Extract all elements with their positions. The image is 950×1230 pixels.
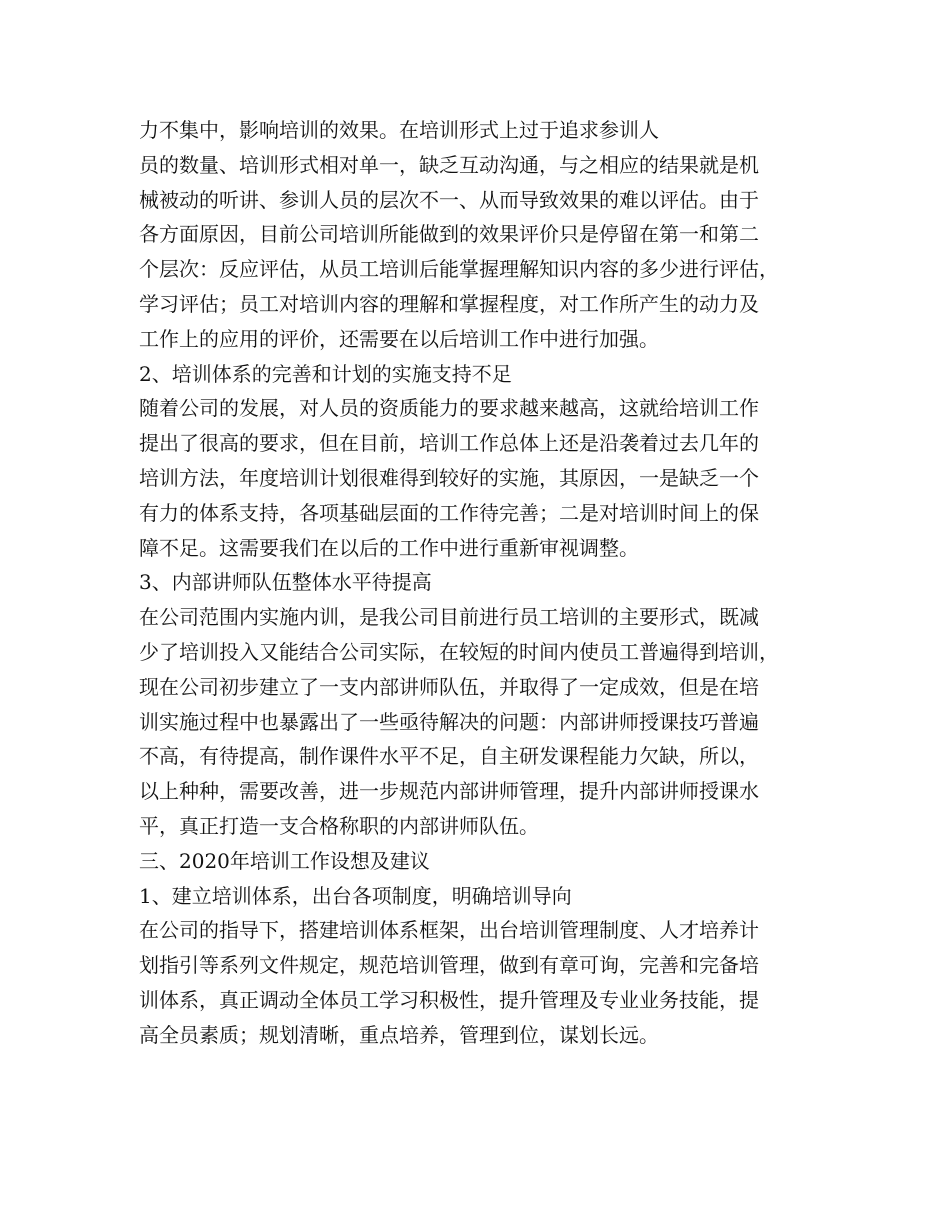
- text-line: 少了培训投入又能结合公司实际，在较短的时间内使员工普遍得到培训，: [139, 639, 779, 664]
- text-line: 个层次：反应评估，从员工培训后能掌握理解知识内容的多少进行评估，: [139, 257, 779, 282]
- text-line: 随着公司的发展，对人员的资质能力的要求越来越高，这就给培训工作: [139, 396, 759, 421]
- text-line: 有力的体系支持，各项基础层面的工作待完善；二是对培训时间上的保: [139, 500, 759, 525]
- text-line: 训实施过程中也暴露出了一些亟待解决的问题：内部讲师授课技巧普遍: [139, 709, 759, 734]
- text-line: 各方面原因，目前公司培训所能做到的效果评价只是停留在第一和第二: [139, 222, 759, 247]
- text-line: 工作上的应用的评价，还需要在以后培训工作中进行加强。: [139, 326, 659, 351]
- text-line: 在公司的指导下，搭建培训体系框架，出台培训管理制度、人才培养计: [139, 918, 759, 943]
- text-line: 不高，有待提高，制作课件水平不足，自主研发课程能力欠缺，所以，: [139, 744, 759, 769]
- text-line: 现在公司初步建立了一支内部讲师队伍，并取得了一定成效，但是在培: [139, 674, 759, 699]
- text-line: 以上种种，需要改善，进一步规范内部讲师管理，提升内部讲师授课水: [139, 779, 759, 804]
- text-line: 学习评估；员工对培训内容的理解和掌握程度，对工作所产生的动力及: [139, 291, 759, 316]
- section-heading: 三、2020年培训工作设想及建议: [139, 848, 430, 873]
- text-line: 高全员素质；规划清晰，重点培养，管理到位，谋划长远。: [139, 1022, 659, 1047]
- text-line: 平，真正打造一支合格称职的内部讲师队伍。: [139, 813, 539, 838]
- section-heading: 2、培训体系的完善和计划的实施支持不足: [139, 361, 512, 386]
- section-heading: 3、内部讲师队伍整体水平待提高: [139, 570, 432, 595]
- text-line: 障不足。这需要我们在以后的工作中进行重新审视调整。: [139, 535, 639, 560]
- text-line: 提出了很高的要求，但在目前，培训工作总体上还是沿袭着过去几年的: [139, 431, 759, 456]
- text-line: 划指引等系列文件规定，规范培训管理，做到有章可询，完善和完备培: [139, 953, 759, 978]
- subsection-heading: 1、建立培训体系，出台各项制度，明确培训导向: [139, 883, 572, 908]
- text-line: 培训方法，年度培训计划很难得到较好的实施，其原因，一是缺乏一个: [139, 465, 759, 490]
- text-line: 训体系，真正调动全体员工学习积极性，提升管理及专业业务技能，提: [139, 987, 759, 1012]
- text-line: 员的数量、培训形式相对单一，缺乏互动沟通，与之相应的结果就是机: [139, 152, 759, 177]
- text-line: 在公司范围内实施内训，是我公司目前进行员工培训的主要形式，既减: [139, 605, 759, 630]
- text-line: 力不集中，影响培训的效果。在培训形式上过于追求参训人: [139, 118, 659, 142]
- document-body: [139, 113, 829, 1053]
- text-line: 械被动的听讲、参训人员的层次不一、从而导致效果的难以评估。由于: [139, 187, 759, 212]
